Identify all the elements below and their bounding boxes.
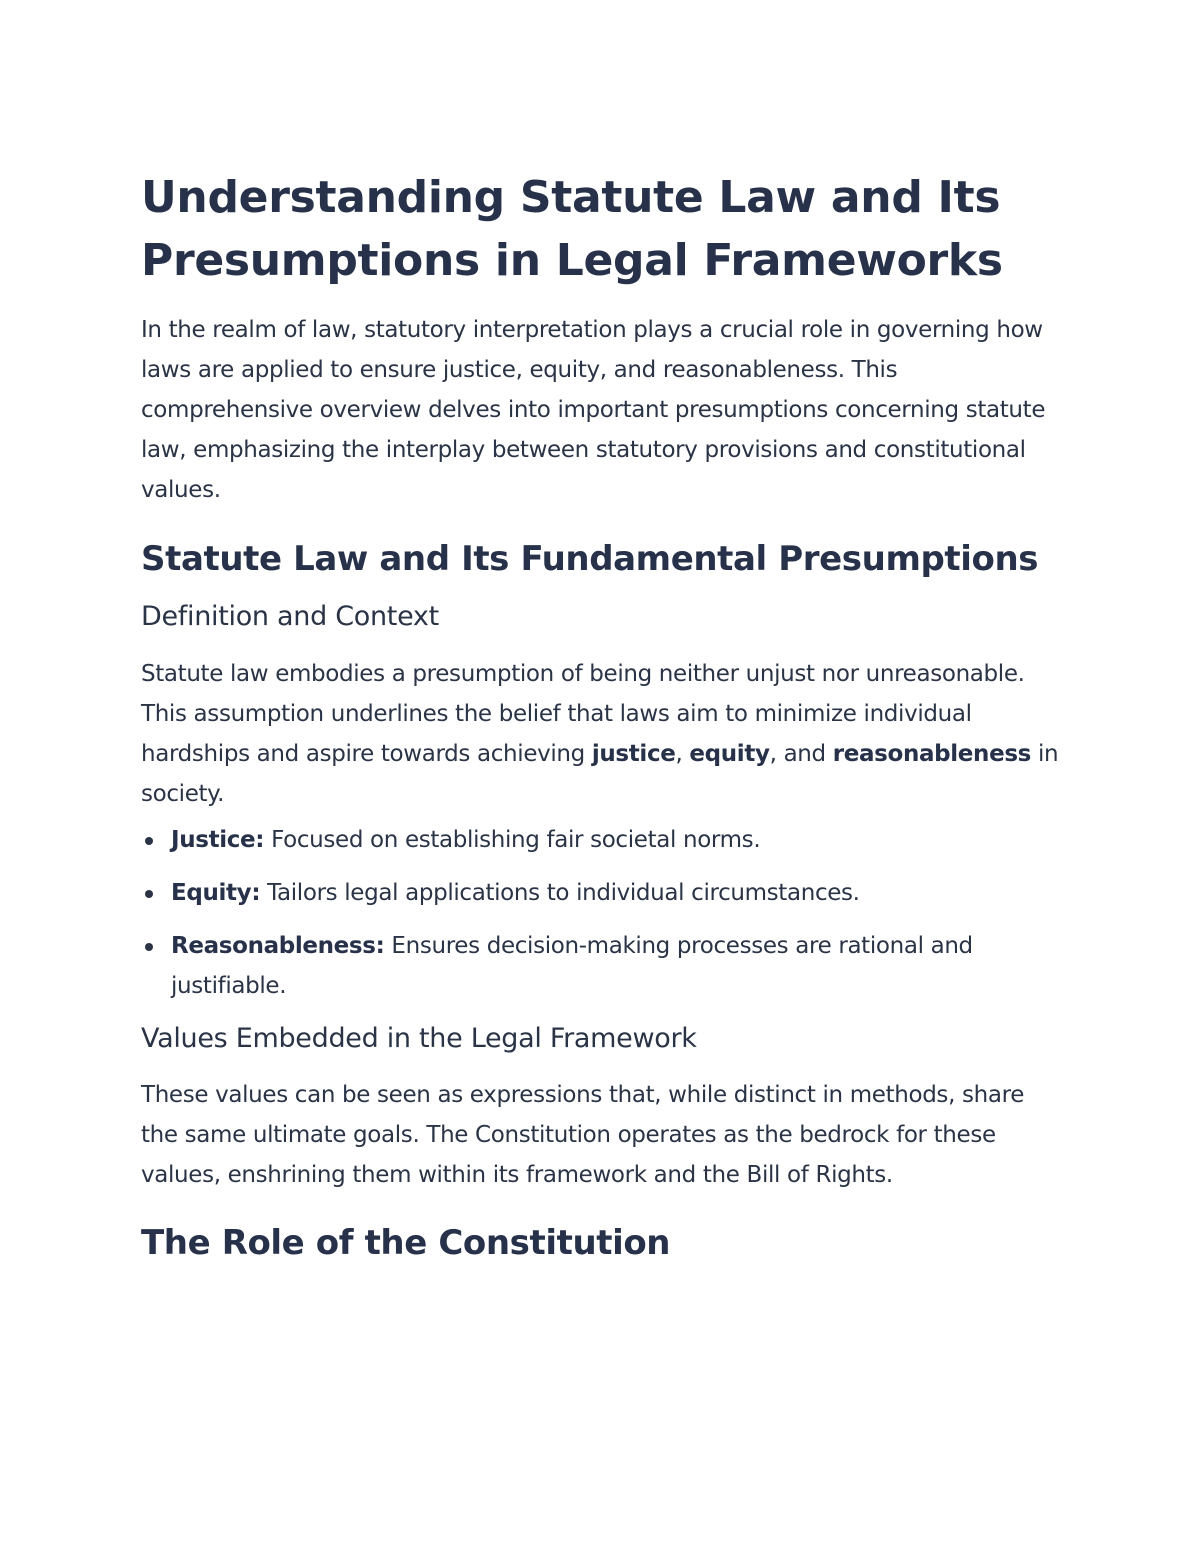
bold-equity: equity <box>689 741 770 767</box>
list-item-equity <box>141 873 1066 913</box>
intro-paragraph: In the realm of law, statutory interpretation plays a crucial role in governing how laws are applied to ensure justice, equity, and reasonableness. This comprehensive overview delves into important presumptions concerning statute law, emphasizing the interplay between statutory provisions and constitutional values. <box>141 317 1046 503</box>
values-paragraph: These values can be seen as expressions that, while distinct in methods, share the same ultimate goals. The Constitution operates as the bedrock for these values, enshrining them within its framework and the Bill of Rights. <box>141 1082 1024 1188</box>
document-title: Understanding Statute Law and Its Presumptions in Legal Frameworks <box>141 172 1003 286</box>
list-item-term: Justice: <box>171 827 265 853</box>
subheading-values-framework: Values Embedded in the Legal Framework <box>141 1023 697 1054</box>
list-item-description: Tailors legal applications to individual circumstances. <box>260 880 860 906</box>
list-item-description: Focused on establishing fair societal norms. <box>264 827 761 853</box>
document-page <box>141 166 1066 1267</box>
definition-text-2: , <box>675 741 690 767</box>
definition-paragraph <box>141 654 1066 814</box>
bold-justice: justice <box>591 741 676 767</box>
list-item-term: Reasonableness: <box>171 933 385 959</box>
list-item-reasonableness <box>141 926 1066 1006</box>
bold-reasonableness: reasonableness <box>832 741 1031 767</box>
section-heading-statute-law: Statute Law and Its Fundamental Presumptions <box>141 539 1039 579</box>
subheading-definition-context: Definition and Context <box>141 601 439 632</box>
list-item-term: Equity: <box>171 880 261 906</box>
list-item-description: Ensures decision-making processes are rational and justifiable. <box>171 933 973 999</box>
section-heading-constitution: The Role of the Constitution <box>141 1223 671 1263</box>
values-bullet-list <box>141 820 1066 1006</box>
list-item-justice <box>141 820 1066 860</box>
definition-text-4: in society. <box>141 741 1059 807</box>
definition-text-3: , and <box>769 741 833 767</box>
definition-text-1: Statute law embodies a presumption of being neither unjust nor unreasonable. This assumption underlines the belief that laws aim to minimize individual hardships and aspire towards achieving <box>141 661 1025 767</box>
